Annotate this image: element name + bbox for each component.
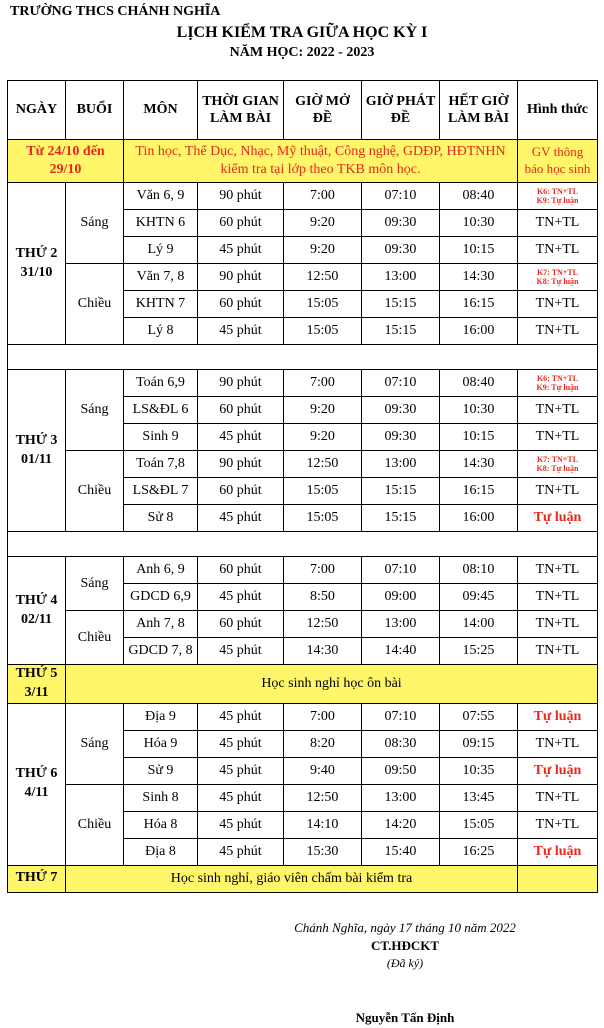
- table-row: Chiều Toán 7,8 90 phút 12:50 13:00 14:30 K7: TN+TL K8: Tự luận: [8, 451, 598, 478]
- format-cell: K6: TN+TL K9: Tự luận: [518, 370, 598, 397]
- table-row: Sinh 9 45 phút 9:20 09:30 10:15 TN+TL: [8, 424, 598, 451]
- table-row: THỨ 4 02/11 Sáng Anh 6, 9 60 phút 7:00 07:10 08:10 TN+TL: [8, 557, 598, 584]
- table-row: Hóa 8 45 phút 14:10 14:20 15:05 TN+TL: [8, 811, 598, 838]
- pre-week-date: Từ 24/10 đến 29/10: [8, 140, 124, 183]
- table-row: KHTN 7 60 phút 15:05 15:15 16:15 TN+TL: [8, 291, 598, 318]
- table-row: Chiều Sinh 8 45 phút 12:50 13:00 13:45 TN+TL: [8, 784, 598, 811]
- saturday-row: [8, 865, 598, 892]
- format-cell: K7: TN+TL K8: Tự luận: [518, 451, 598, 478]
- saturday-note: Học sinh nghỉ, giáo viên chấm bài kiểm tra: [66, 865, 518, 892]
- col-end-time: HẾT GIỜ LÀM BÀI: [440, 81, 518, 140]
- table-row: Sử 9 45 phút 9:40 09:50 10:35 Tự luận: [8, 757, 598, 784]
- pre-week-note: Tin học, Thể Dục, Nhạc, Mỹ thuật, Công nghệ, GDĐP, HĐTNHN kiểm tra tại lớp theo TKB môn học.: [124, 140, 518, 183]
- session-cell: Sáng: [66, 703, 124, 784]
- signature-name: Nguyễn Tấn Định: [355, 1010, 455, 1025]
- col-format: Hình thức: [518, 81, 598, 140]
- pre-week-row: [8, 140, 598, 183]
- session-cell: Sáng: [66, 183, 124, 264]
- day-cell: THỨ 5 3/11: [8, 665, 66, 704]
- table-row: Lý 9 45 phút 9:20 09:30 10:15 TN+TL: [8, 237, 598, 264]
- signature-signed: (Đã ký): [386, 956, 424, 970]
- school-name: TRƯỜNG THCS CHÁNH NGHĨA: [10, 4, 221, 19]
- table-row: Chiều Anh 7, 8 60 phút 12:50 13:00 14:00 TN+TL: [8, 611, 598, 638]
- col-distribute-time: GIỜ PHÁT ĐỀ: [362, 81, 440, 140]
- session-cell: Sáng: [66, 557, 124, 611]
- document-title: LỊCH KIỂM TRA GIỮA HỌC KỲ I: [176, 24, 428, 41]
- col-open-time: GIỜ MỞ ĐỀ: [284, 81, 362, 140]
- table-row: Sử 8 45 phút 15:05 15:15 16:00 Tự luận: [8, 505, 598, 532]
- table-row: KHTN 6 60 phút 9:20 09:30 10:30 TN+TL: [8, 210, 598, 237]
- signature-role: CT.HĐCKT: [370, 938, 439, 953]
- day-cell: THỨ 6 4/11: [8, 703, 66, 865]
- table-row: Địa 8 45 phút 15:30 15:40 16:25 Tự luận: [8, 838, 598, 865]
- col-subject: MÔN: [124, 81, 198, 140]
- table-row: THỨ 6 4/11 Sáng Địa 9 45 phút 7:00 07:10 07:55 Tự luận: [8, 703, 598, 730]
- day-cell: THỨ 3 01/11: [8, 370, 66, 532]
- session-cell: Chiều: [66, 784, 124, 865]
- session-cell: Chiều: [66, 451, 124, 532]
- table-row: Lý 8 45 phút 15:05 15:15 16:00 TN+TL: [8, 318, 598, 345]
- day-cell: THỨ 4 02/11: [8, 557, 66, 665]
- session-cell: Chiều: [66, 611, 124, 665]
- pre-week-format: GV thông báo học sinh: [518, 140, 598, 183]
- table-row: GDCD 7, 8 45 phút 14:30 14:40 15:25 TN+TL: [8, 638, 598, 665]
- col-day: NGÀY: [8, 81, 66, 140]
- session-cell: Sáng: [66, 370, 124, 451]
- table-row: LS&ĐL 6 60 phút 9:20 09:30 10:30 TN+TL: [8, 397, 598, 424]
- table-row: LS&ĐL 7 60 phút 15:05 15:15 16:15 TN+TL: [8, 478, 598, 505]
- session-cell: Chiều: [66, 264, 124, 345]
- col-session: BUỔI: [66, 81, 124, 140]
- format-cell: K7: TN+TL K8: Tự luận: [518, 264, 598, 291]
- signature-place-date: Chánh Nghĩa, ngày 17 tháng 10 năm 2022: [294, 920, 516, 935]
- day-cell: THỨ 2 31/10: [8, 183, 66, 345]
- thursday-row: [8, 665, 598, 704]
- col-duration: THỜI GIAN LÀM BÀI: [198, 81, 284, 140]
- school-year: NĂM HỌC: 2022 - 2023: [229, 45, 375, 60]
- spacer-row: [8, 532, 598, 557]
- format-cell: K6: TN+TL K9: Tự luận: [518, 183, 598, 210]
- spacer-row: [8, 345, 598, 370]
- table-row: Hóa 9 45 phút 8:20 08:30 09:15 TN+TL: [8, 730, 598, 757]
- table-row: THỨ 3 01/11 Sáng Toán 6,9 90 phút 7:00 07:10 08:40 K6: TN+TL K9: Tự luận: [8, 370, 598, 397]
- table-row: GDCD 6,9 45 phút 8:50 09:00 09:45 TN+TL: [8, 584, 598, 611]
- table-row: THỨ 2 31/10 Sáng Văn 6, 9 90 phút 7:00 07:10 08:40 K6: TN+TL K9: Tự luận: [8, 183, 598, 210]
- table-row: Chiều Văn 7, 8 90 phút 12:50 13:00 14:30 K7: TN+TL K8: Tự luận: [8, 264, 598, 291]
- header-row: [8, 81, 598, 140]
- day-cell: THỨ 7: [8, 865, 66, 892]
- thursday-note: Học sinh nghỉ học ôn bài: [66, 665, 598, 704]
- exam-schedule-table: [7, 80, 598, 893]
